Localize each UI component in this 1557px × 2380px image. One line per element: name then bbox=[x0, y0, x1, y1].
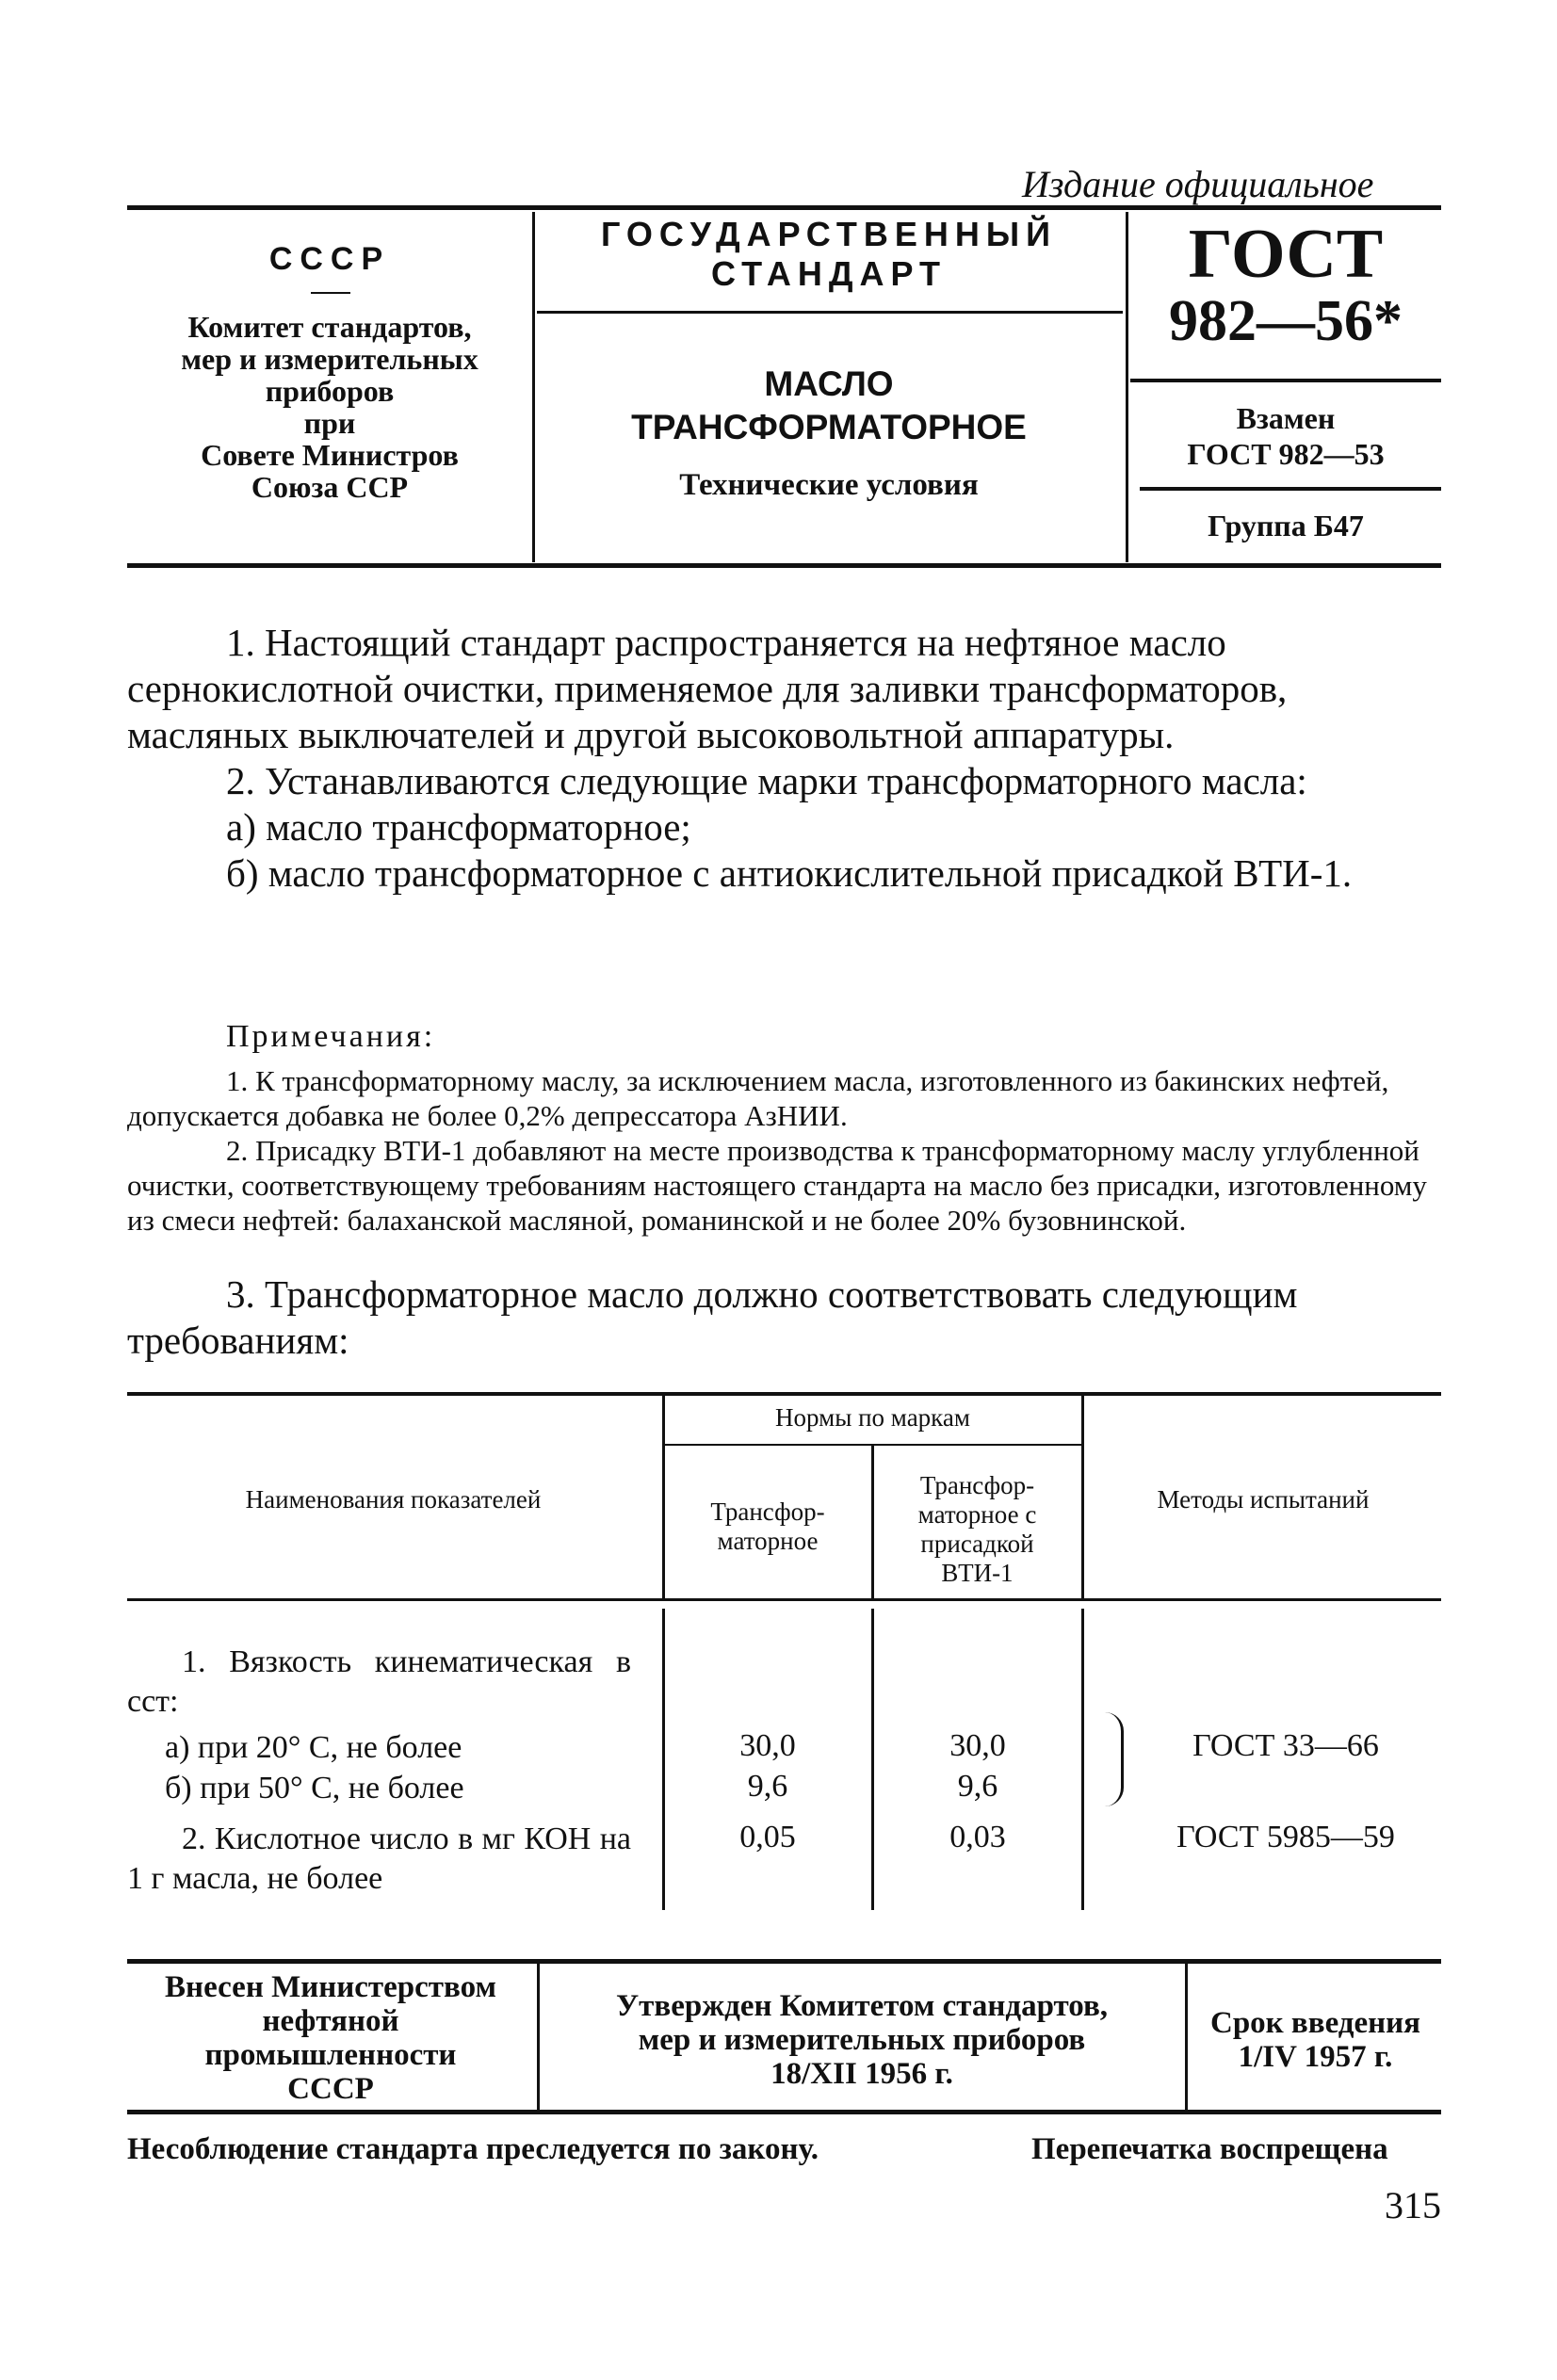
paragraph-2a: а) масло трансформаторное; bbox=[226, 805, 691, 849]
committee-line: Комитет стандартов, bbox=[187, 310, 472, 344]
col-header-norms: Нормы по маркам bbox=[775, 1403, 970, 1432]
introduced-line: промышленности bbox=[204, 2038, 457, 2072]
col-header-name: Наименования показателей bbox=[245, 1485, 542, 1514]
body-text bbox=[127, 620, 1441, 897]
table-row-name: а) при 20° С, не более bbox=[165, 1730, 462, 1765]
footer-divider-2 bbox=[1185, 1964, 1188, 2110]
header-divider-2 bbox=[1126, 212, 1128, 562]
table-body-line-3 bbox=[1081, 1609, 1084, 1910]
table-row-name: б) при 50° С, не более bbox=[165, 1771, 464, 1805]
col-header-methods: Методы испытаний bbox=[1157, 1485, 1370, 1514]
standard-subtitle: Технические условия bbox=[679, 468, 979, 502]
note-2: 2. Присадку ВТИ-1 добавляют на месте производства к трансформаторному маслу углубленной очистки, соответствующему требованиям настоящего стандарта на масло без присадки, изготовленному из смеси нефтей: балаханской масляной, романинской и не более 20% бузовнинской. bbox=[127, 1134, 1427, 1237]
table-cell-grade-b: 30,0 bbox=[949, 1728, 1006, 1763]
committee-line: мер и измерительных bbox=[181, 342, 478, 376]
edition-label: Издание официальное bbox=[1022, 163, 1374, 205]
paragraph-3: 3. Трансформаторное масло должно соответствовать следующим требованиям: bbox=[127, 1272, 1298, 1362]
gost-number: 982—56* bbox=[1169, 289, 1403, 353]
header-divider-1 bbox=[532, 212, 535, 562]
group-label: Группа Б47 bbox=[1208, 509, 1364, 542]
table-header-rule bbox=[127, 1598, 1441, 1601]
standard-title bbox=[537, 363, 1121, 449]
country-label: СССР bbox=[268, 241, 391, 277]
table-cell-grade-b: 9,6 bbox=[957, 1769, 998, 1804]
header-top-rule bbox=[127, 205, 1441, 210]
header-middle-rule bbox=[537, 311, 1123, 314]
table-top-rule bbox=[127, 1392, 1441, 1396]
introduced-line: СССР bbox=[287, 2072, 374, 2106]
table-col-line-2 bbox=[871, 1446, 874, 1598]
paragraph-1: 1. Настоящий стандарт распространяется на нефтяное масло сернокислотной очистки, применяемое для заливки трансформаторов, масляных выключателей и другой высоковольтной аппаратуры. bbox=[127, 621, 1288, 756]
col-header-grade-b: Трансфор-маторное с присадкой ВТИ-1 bbox=[917, 1471, 1037, 1587]
introduced-line: нефтяной bbox=[262, 2004, 399, 2038]
approved-line: мер и измерительных приборов bbox=[638, 2023, 1086, 2057]
notes-title: Примечания: bbox=[226, 1019, 436, 1054]
header-right-rule-1 bbox=[1130, 379, 1441, 382]
effective-line: 1/IV 1957 г. bbox=[1238, 2040, 1393, 2074]
replaces-line: ГОСТ 982—53 bbox=[1187, 437, 1385, 471]
standard-type-line: ГОСУДАРСТВЕННЫЙ bbox=[600, 215, 1057, 253]
table-cell-grade-a: 0,05 bbox=[739, 1820, 796, 1854]
body-text-3 bbox=[127, 1271, 1441, 1364]
table-col-line-3 bbox=[1081, 1396, 1084, 1598]
footer-top-rule bbox=[127, 1959, 1441, 1964]
country-underline bbox=[311, 292, 350, 294]
footer-bottom-rule bbox=[127, 2110, 1441, 2114]
table-cell-grade-a: 9,6 bbox=[747, 1769, 788, 1804]
header-right-rule-2 bbox=[1140, 487, 1441, 491]
committee-line: приборов bbox=[265, 374, 395, 408]
law-notice: Несоблюдение стандарта преследуется по закону. bbox=[127, 2132, 819, 2166]
paragraph-2: 2. Устанавливаются следующие марки трансформаторного масла: bbox=[226, 759, 1307, 802]
standard-type bbox=[537, 215, 1121, 294]
effective-date bbox=[1190, 2006, 1441, 2074]
note-1: 1. К трансформаторному маслу, за исключением масла, изготовленного из бакинских нефтей, допускается добавка не более 0,2% депрессатора АзНИИ. bbox=[127, 1064, 1389, 1132]
table-cell-method: ГОСТ 33—66 bbox=[1192, 1728, 1379, 1763]
standard-type-line: СТАНДАРТ bbox=[711, 254, 947, 293]
table-cell-grade-a: 30,0 bbox=[739, 1728, 796, 1763]
table-cell-grade-b: 0,03 bbox=[949, 1820, 1006, 1854]
approved-line: 18/XII 1956 г. bbox=[770, 2057, 953, 2091]
header-bottom-rule bbox=[127, 563, 1441, 568]
committee-line: Союза ССР bbox=[251, 470, 409, 504]
table-cell-method: ГОСТ 5985—59 bbox=[1176, 1820, 1395, 1854]
introduced-by bbox=[127, 1970, 534, 2106]
method-brace bbox=[1104, 1712, 1124, 1806]
footer-divider-1 bbox=[537, 1964, 540, 2110]
effective-line: Срок введения bbox=[1209, 2006, 1421, 2040]
approved-line: Утвержден Комитетом стандартов, bbox=[615, 1989, 1109, 2023]
table-row-name: 2. Кислотное число в мг КОН на 1 г масла, не более bbox=[127, 1821, 631, 1896]
col-header-grade-a: Трансфор-маторное bbox=[710, 1498, 825, 1555]
gost-label: ГОСТ bbox=[1188, 216, 1384, 293]
notes-block bbox=[127, 1019, 1441, 1238]
replaces-line: Взамен bbox=[1236, 401, 1336, 435]
table-row-name: 1. Вязкость кинематическая в сст: bbox=[127, 1644, 631, 1719]
page-number: 315 bbox=[1385, 2184, 1441, 2226]
committee-line: при bbox=[303, 406, 356, 440]
replaces-block bbox=[1130, 400, 1441, 472]
reprint-notice: Перепечатка воспрещена bbox=[1031, 2132, 1388, 2166]
introduced-line: Внесен Министерством bbox=[165, 1970, 496, 2004]
paragraph-2b: б) масло трансформаторное с антиокислительной присадкой ВТИ-1. bbox=[226, 851, 1353, 895]
committee-block bbox=[132, 311, 527, 503]
committee-line: Совете Министров bbox=[201, 438, 459, 472]
approved-by bbox=[542, 1989, 1182, 2091]
title-line: ТРАНСФОРМАТОРНОЕ bbox=[631, 408, 1027, 446]
title-line: МАСЛО bbox=[764, 364, 894, 403]
